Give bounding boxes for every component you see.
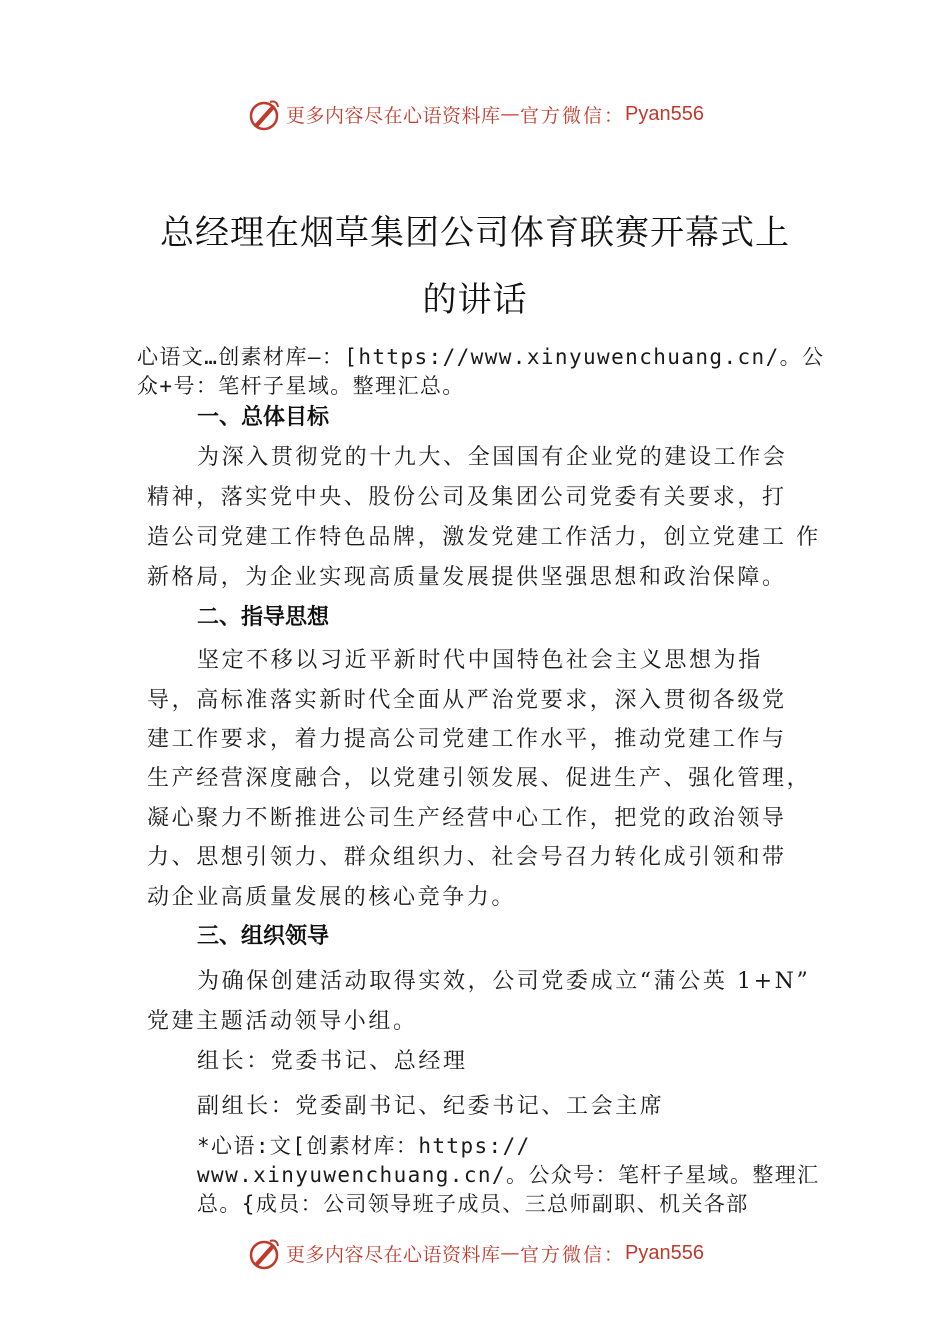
banner-library-text: 更多内容尽在心语资料库 [286,1243,501,1266]
header-banner [0,94,950,134]
tail-line-2: www.xinyuwenchuang.cn/。公众号：笔杆子星域。整理汇 [197,1163,820,1187]
paragraph-line: 副组长：党委副书记、纪委书记、工会主席 [197,1094,665,1119]
section-heading-1: 一、总体目标 [197,405,330,430]
pen-logo-icon [246,96,282,132]
tail-line-1: *心语:文[创素材库：https:// [197,1134,531,1158]
banner-wechat-label: 官方微信： [520,1243,626,1266]
paragraph-line: 精神，落实党中央、股份公司及集团公司党委有关要求，打 [147,485,787,510]
banner-wechat-label: 官方微信： [520,104,626,127]
banner-dash: — [500,1242,521,1264]
paragraph-line: 导，高标准落实新时代全面从严治党要求，深入贯彻各级党 [147,688,787,713]
paragraph-line: 新格局，为企业实现高质量发展提供坚强思想和政治保障。 [147,565,787,590]
pen-logo-icon [246,1235,282,1271]
document-title-line-2: 的讲话 [422,280,528,320]
paragraph-line: 建工作要求，着力提高公司党建工作水平，推动党建工作与 [147,727,787,752]
footer-banner [0,1233,950,1273]
paragraph-line: 党建主题活动领导小组。 [147,1009,418,1034]
paragraph-line: 组长：党委书记、总经理 [197,1049,468,1074]
paragraph-line: 为确保创建活动取得实效，公司党委成立“蒲公英 1+N” [197,969,811,994]
banner-wechat-id: Pyan556 [625,102,704,125]
banner-library-text: 更多内容尽在心语资料库 [286,104,501,127]
banner-wechat-id: Pyan556 [625,1241,704,1264]
paragraph-line: 动企业高质量发展的核心竞争力。 [147,885,517,910]
document-title-line-1: 总经理在烟草集团公司体育联赛开幕式上 [160,213,790,253]
tail-line-3: 总。{成员：公司领导班子成员、三总师副职、机关各部 [197,1192,749,1216]
banner-dash: — [500,103,521,125]
paragraph-line: 为深入贯彻党的十九大、全国国有企业党的建设工作会 [197,445,788,470]
paragraph-line: 凝心聚力不断推进公司生产经营中心工作，把党的政治领导 [147,806,787,831]
notice-line-2: 众+号：笔杆子星域。整理汇总。 [137,374,465,398]
section-heading-2: 二、指导思想 [197,605,330,630]
section-heading-3: 三、组织领导 [197,924,330,949]
notice-line-1: 心语文…创素材库—：[https://www.xinyuwenchuang.cn/。公 [137,345,825,369]
paragraph-line: 生产经营深度融合，以党建引领发展、促进生产、强化管理， [147,766,812,791]
paragraph-line: 坚定不移以习近平新时代中国特色社会主义思想为指 [197,648,763,673]
paragraph-line: 造公司党建工作特色品牌，激发党建工作活力，创立党建工 作 [147,525,821,550]
paragraph-line: 力、思想引领力、群众组织力、社会号召力转化成引领和带 [147,845,787,870]
